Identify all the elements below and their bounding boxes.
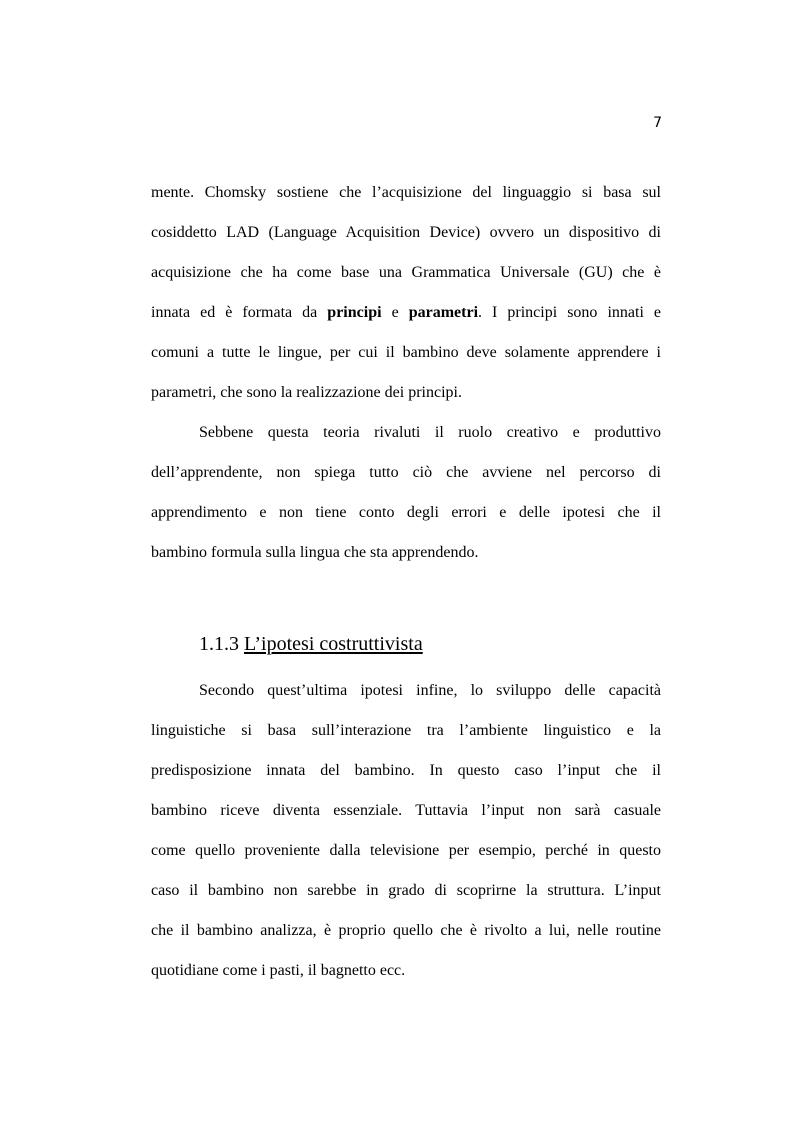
text-line: che il bambino analizza, è proprio quello che è rivolto a lui, nelle routine (151, 922, 661, 939)
text-line: bambino riceve diventa essenziale. Tuttavia l’input non sarà casuale (151, 802, 661, 819)
text-line: dell’apprendente, non spiega tutto ciò che avviene nel percorso di (151, 464, 661, 481)
section-title: L’ipotesi costruttivista (244, 633, 423, 655)
text-line: parametri, che sono la realizzazione dei principi. (151, 384, 462, 401)
text-fragment: innata ed è formata da (151, 304, 318, 321)
section-number: 1.1.3 (199, 633, 239, 655)
text-fragment: e (391, 304, 399, 321)
text-line: Secondo quest’ultima ipotesi infine, lo sviluppo delle capacità (199, 682, 661, 699)
text-line: acquisizione che ha come base una Grammatica Universale (GU) che è (151, 264, 661, 281)
text-line: linguistiche si basa sull’interazione tra l’ambiente linguistico e la (151, 722, 661, 739)
text-line: predisposizione innata del bambino. In questo caso l’input che il (151, 762, 661, 779)
text-line: apprendimento e non tiene conto degli errori e delle ipotesi che il (151, 504, 661, 521)
text-fragment: . I principi sono innati e (478, 304, 662, 321)
text-line: come quello proveniente dalla televisione per esempio, perché in questo (151, 842, 661, 859)
bold-term-parametri: parametri (408, 304, 479, 321)
text-line: cosiddetto LAD (Language Acquisition Device) ovvero un dispositivo di (151, 224, 661, 241)
text-line: bambino formula sulla lingua che sta apprendendo. (151, 544, 479, 561)
section-heading (199, 631, 423, 657)
page-number: 7 (653, 115, 662, 131)
text-line: quotidiane come i pasti, il bagnetto ecc. (151, 962, 406, 979)
text-line: mente. Chomsky sostiene che l’acquisizione del linguaggio si basa sul (151, 184, 661, 201)
text-line: comuni a tutte le lingue, per cui il bambino deve solamente apprendere i (151, 344, 661, 361)
text-line: Sebbene questa teoria rivaluti il ruolo creativo e produttivo (199, 424, 661, 441)
bold-term-principi: principi (327, 304, 382, 321)
text-line (151, 303, 661, 323)
text-line: caso il bambino non sarebbe in grado di scoprirne la struttura. L’input (151, 882, 661, 899)
